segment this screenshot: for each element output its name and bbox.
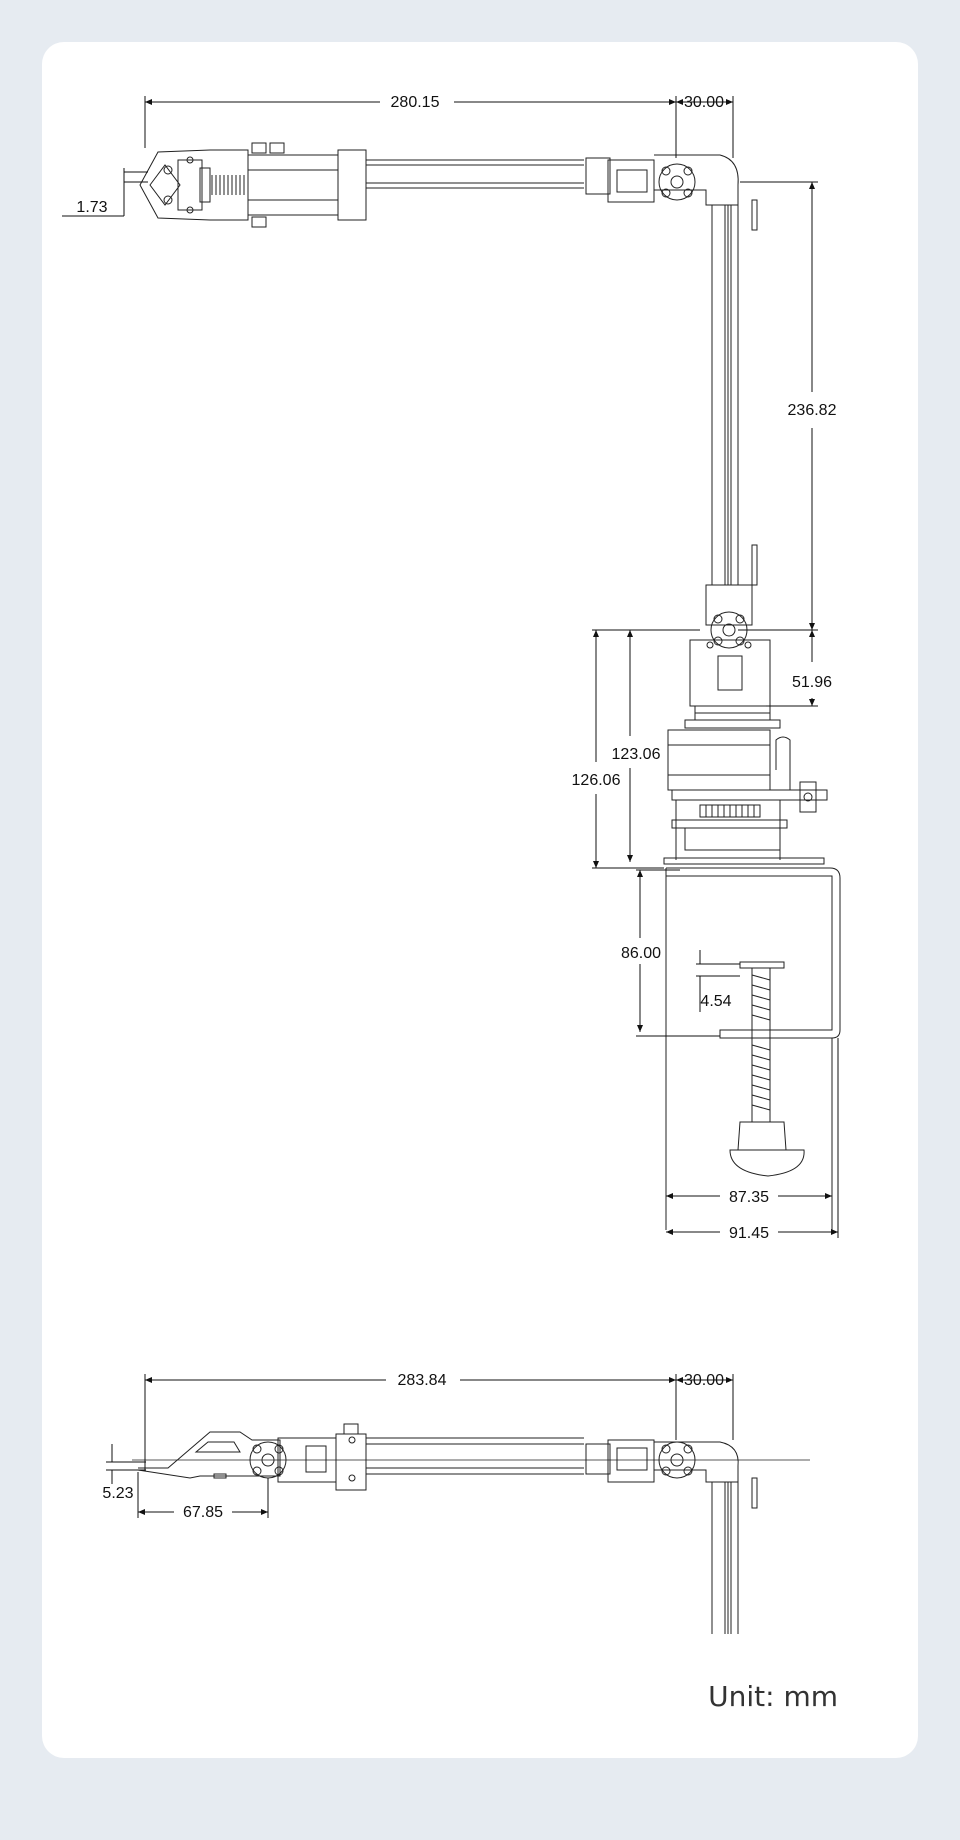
dim-shoulder-height: 51.96 [791, 674, 833, 691]
dim-wrist-offset-top: 30.00 [683, 1372, 725, 1389]
dim-clamp-opening: 86.00 [620, 945, 662, 962]
table-clamp [666, 868, 840, 1230]
top-dimension-labels [102, 1372, 724, 1521]
dim-clamp-pad: 4.54 [700, 993, 732, 1010]
forearm-tube [366, 160, 584, 188]
dim-gripper-offset-front: 1.73 [76, 199, 108, 216]
top-view [132, 1424, 810, 1634]
unit-label: Unit: mm [708, 1680, 838, 1713]
front-view [140, 143, 840, 1230]
dim-wrist-offset-front: 30.00 [683, 94, 725, 111]
dim-gripper-offset-top: 5.23 [102, 1485, 134, 1502]
upper-arm [712, 205, 757, 585]
dim-clamp-outer-depth: 91.45 [728, 1225, 770, 1242]
dim-upper-arm: 236.82 [787, 402, 837, 419]
shoulder-joint [690, 585, 770, 706]
gripper-top [138, 1424, 366, 1490]
elbow-top [586, 1440, 757, 1634]
dim-gripper-length: 67.85 [182, 1504, 224, 1521]
dim-base-height-outer: 126.06 [571, 772, 621, 789]
base-assembly [664, 706, 827, 864]
forearm-top [366, 1438, 584, 1474]
dim-base-height-inner: 123.06 [611, 746, 661, 763]
dim-arm-reach-top: 283.84 [397, 1372, 447, 1389]
lead-screw [212, 175, 244, 195]
dim-clamp-inner-depth: 87.35 [728, 1189, 770, 1206]
front-dimensions [62, 96, 838, 1238]
dim-arm-reach-front: 280.15 [390, 94, 440, 111]
gripper-front [140, 143, 366, 227]
top-dimensions [106, 1374, 733, 1518]
front-dimension-labels [76, 94, 836, 1242]
